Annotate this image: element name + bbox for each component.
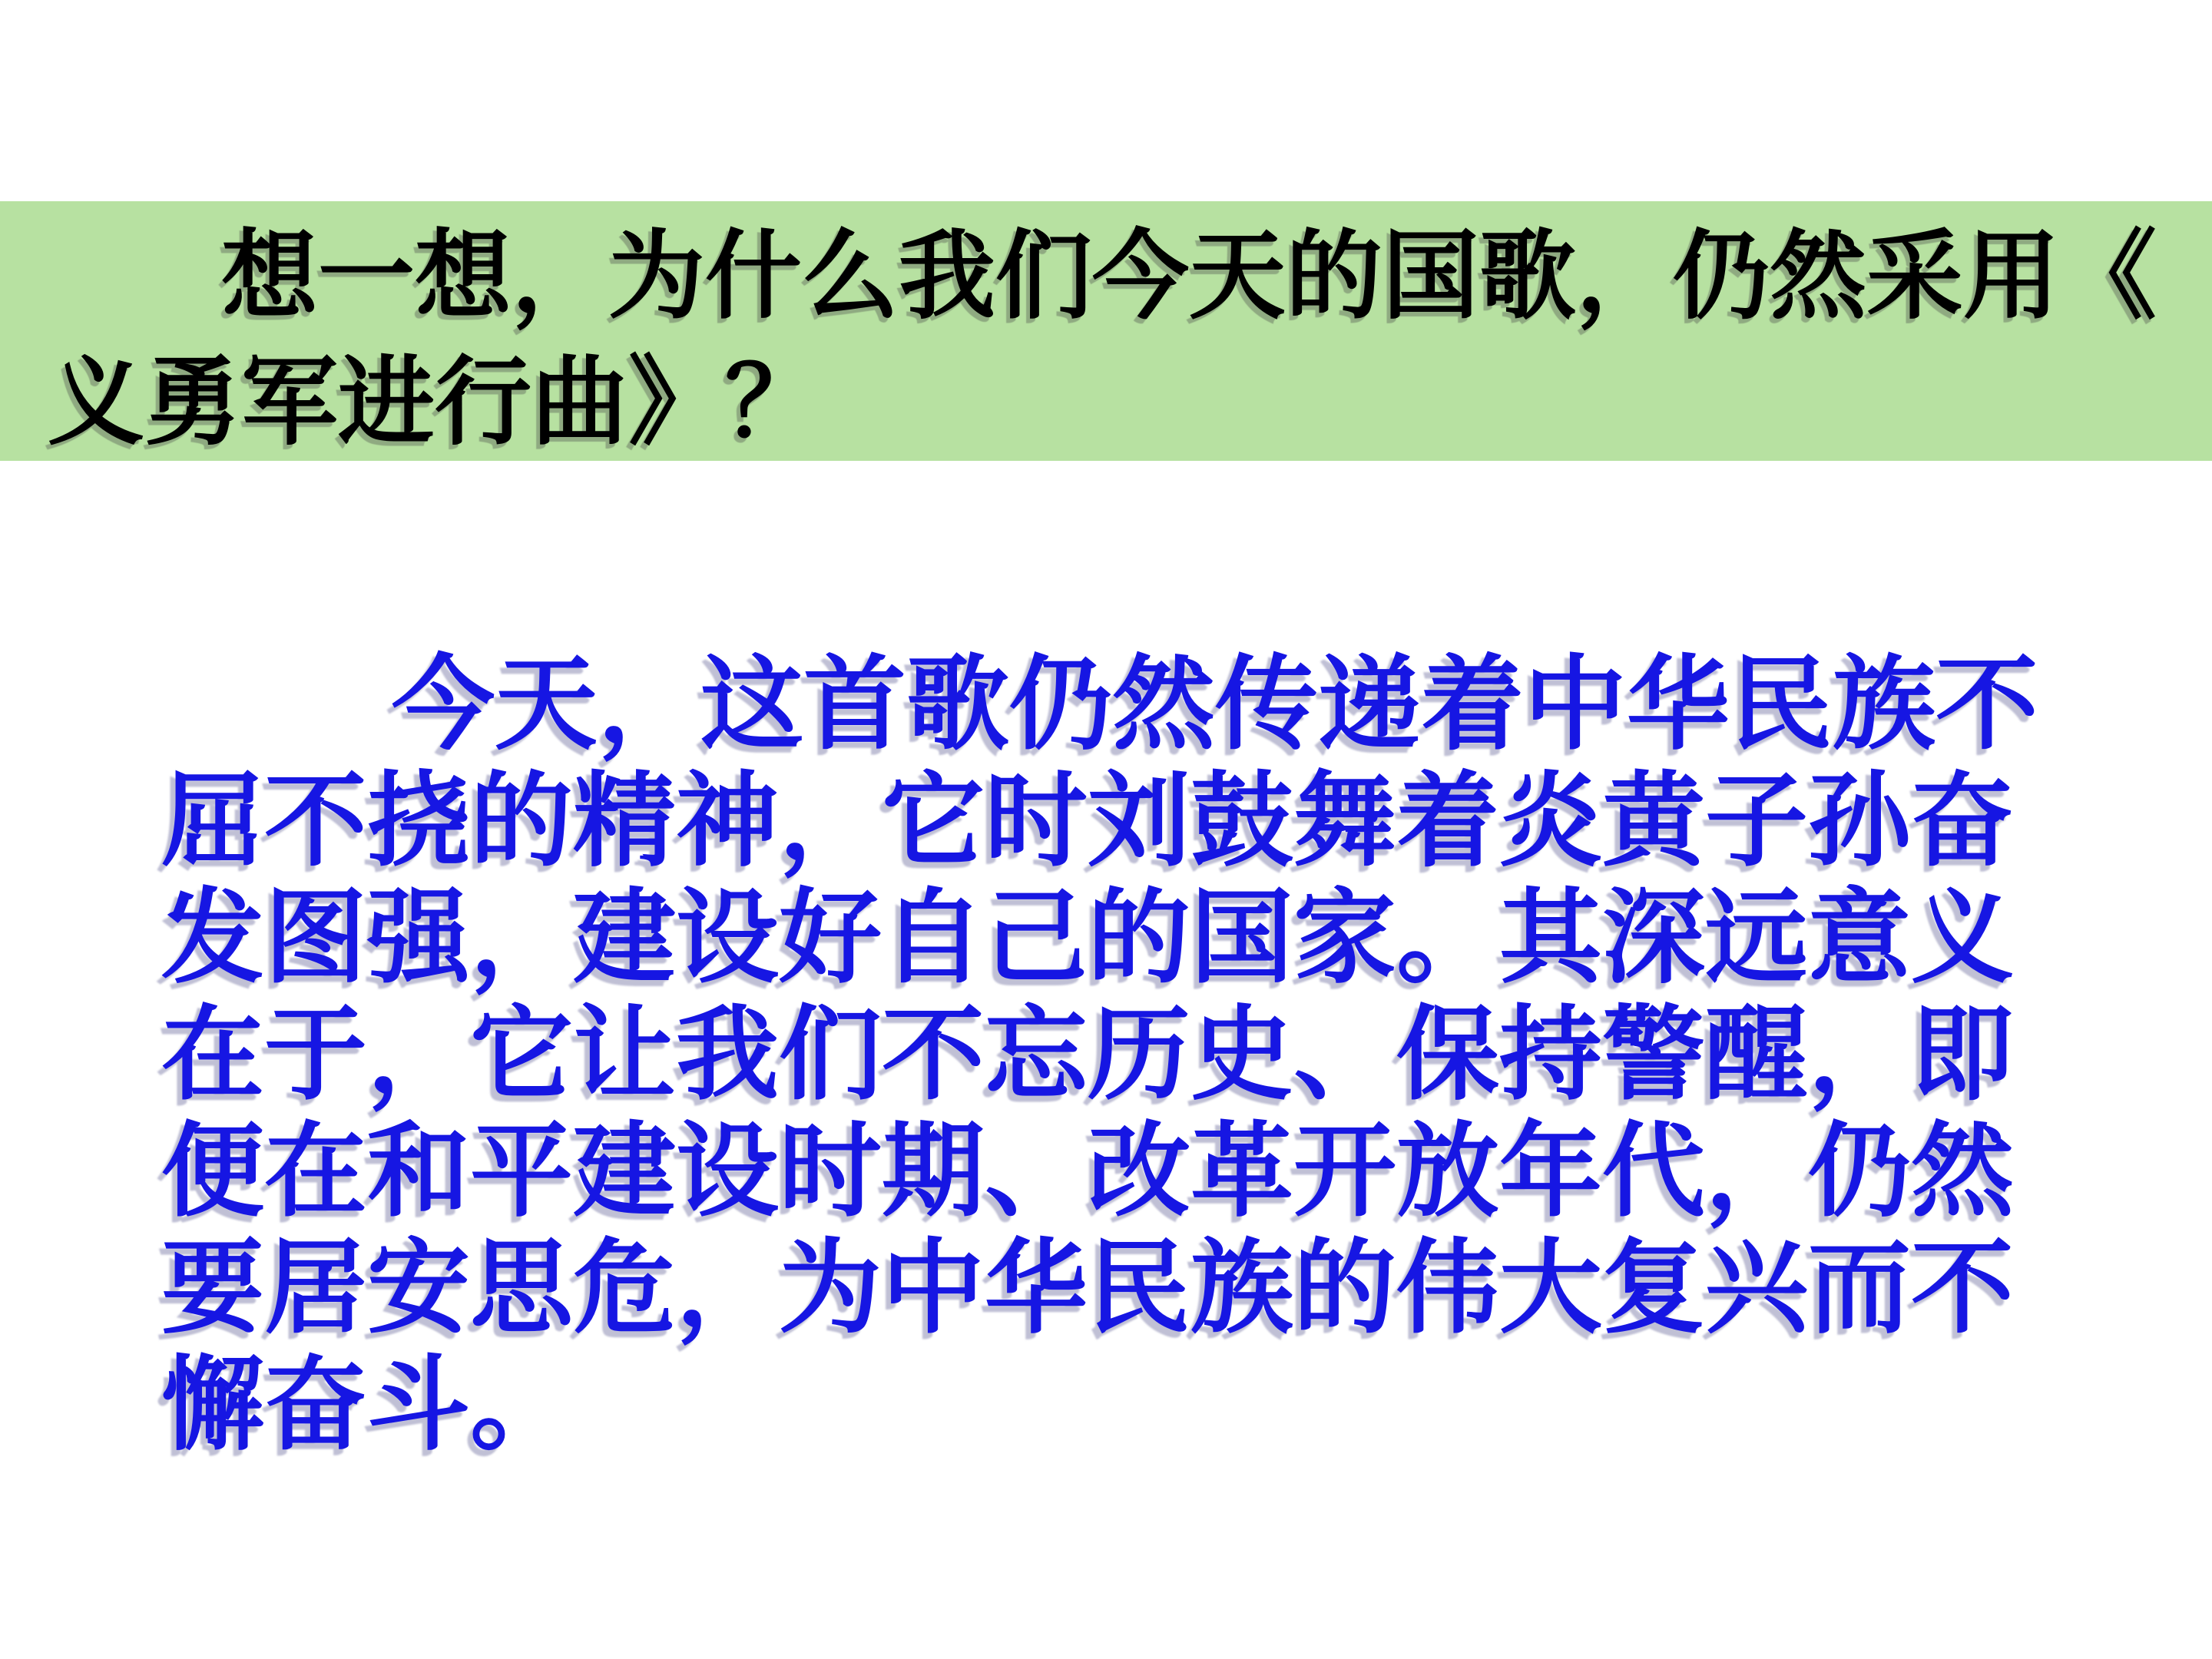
body-text-line-6: 要居安思危，为中华民族的伟大复兴而不 bbox=[161, 1232, 2015, 1346]
body-text-line-4: 在于，它让我们不忘历史、保持警醒，即 bbox=[161, 998, 2015, 1112]
body-text-line-7: 懈奋斗。 bbox=[161, 1349, 574, 1462]
body-text-line-5: 便在和平建设时期、改革开放年代，仍然 bbox=[161, 1115, 2015, 1229]
body-text-line-2: 屈不挠的精神，它时刘鼓舞着炎黄子孙奋 bbox=[161, 765, 2015, 879]
banner-text-line-2: 义勇军进行曲》？ bbox=[48, 350, 822, 457]
body-text-line-3: 发图强，建设好自己的国家。其深远意义 bbox=[161, 882, 2015, 995]
body-text-line-1: 今天，这首歌仍然传递着中华民族不 bbox=[392, 648, 2039, 762]
body-paragraph bbox=[161, 647, 2058, 1464]
question-banner bbox=[0, 201, 2212, 461]
banner-text-line-1: 想一想，为什么我们今天的国歌，仍然采用《 bbox=[221, 224, 2157, 331]
